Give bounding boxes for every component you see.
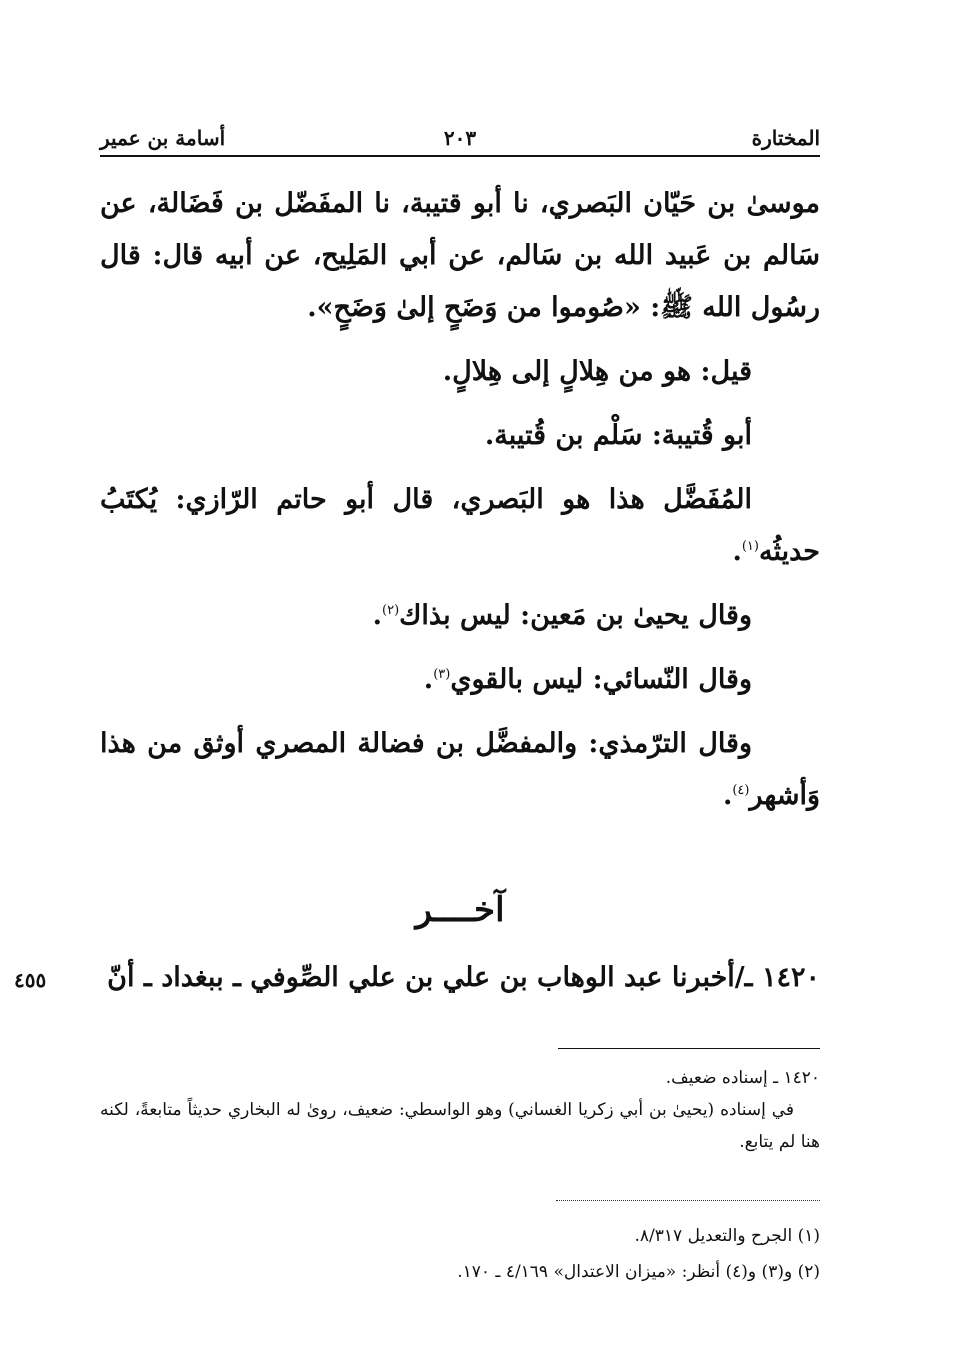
end-mark: . (372, 600, 382, 631)
paragraph-text: وقال يحيىٰ بن مَعين: ليس بذاك (399, 600, 752, 631)
end-mark: . (722, 780, 733, 811)
footnote-dotted-divider (556, 1200, 820, 1201)
footnote-ref: (٤) (732, 783, 750, 798)
footnote-detail: في إسناده (يحيىٰ بن أبي زكريا الغساني) وهو الواسطي: ضعيف، روىٰ له البخاري حديثاً متابعةً، لكنه هنا لم يتابع. (100, 1100, 820, 1152)
footnote-1: (١) الجرح والتعديل ٨/٣١٧. (634, 1226, 820, 1246)
paragraph-text: وقال الترّمذي: والمفضَّل بن فضالة المصري أوثق من هذا وَأشهر (100, 728, 820, 811)
running-header (100, 118, 820, 158)
header-page-number: ٢٠٣ (443, 126, 477, 150)
header-chapter-title: أسامة بن عمير (100, 126, 226, 150)
section-heading: آخــــر (415, 890, 505, 930)
end-mark: . (423, 664, 434, 695)
paragraph-isnad: موسىٰ بن حَيّان البَصري، نا أبو قتيبة، نا المفَضّل بن فَضَالة، عن سَالم بن عَبيد الله بن سَالم، عن أبي المَلِيح، عن أبيه قال: قال رسُول الله ﷺ: «صُوموا من وَضَحٍ إلىٰ وَضَحٍ». (100, 188, 820, 323)
end-mark: . (732, 536, 742, 567)
paragraph-text: وقال النّسائي: ليس بالقوي (450, 664, 752, 695)
header-book-title: المختارة (751, 126, 820, 150)
paragraph-narrator-name: أبو قُتيبة: سَلْم بن قُتيبة. (484, 420, 752, 451)
footnote-ref: (٣) (433, 667, 451, 682)
footnote-divider (558, 1048, 820, 1049)
footnote-grading: ١٤٢٠ ـ إسناده ضعيف. (665, 1068, 820, 1088)
paragraph-nasai (100, 654, 820, 706)
footnote-2: (٢) و(٣) و(٤) أنظر: «ميزان الاعتدال» ٤/١٦٩ ـ ١٧٠. (457, 1262, 820, 1282)
header-divider (100, 155, 820, 157)
footnote-ref: (١) (741, 539, 759, 554)
main-text (100, 178, 820, 822)
hadith-footnote (100, 1062, 820, 1158)
paragraph-abu-hatim (100, 474, 820, 578)
footnote-ref: (٢) (382, 603, 400, 618)
paragraph-explanation: قيل: هو من هِلالٍ إلى هِلالٍ. (442, 356, 752, 387)
hadith-1420-opening: ١٤٢٠ ـ/أخبرنا عبد الوهاب بن علي بن علي الصِّوفي ـ ببغداد ـ أنّ (107, 962, 820, 993)
footnote-list (100, 1218, 820, 1290)
margin-number: ٤٥٥ (14, 968, 47, 992)
paragraph-ibn-maeen (100, 590, 820, 642)
paragraph-tirmidhi (100, 718, 820, 822)
paragraph-text: المُفَضَّل هذا هو البَصري، قال أبو حاتم الرّازي: يُكتَبُ حديثُه (100, 484, 820, 567)
